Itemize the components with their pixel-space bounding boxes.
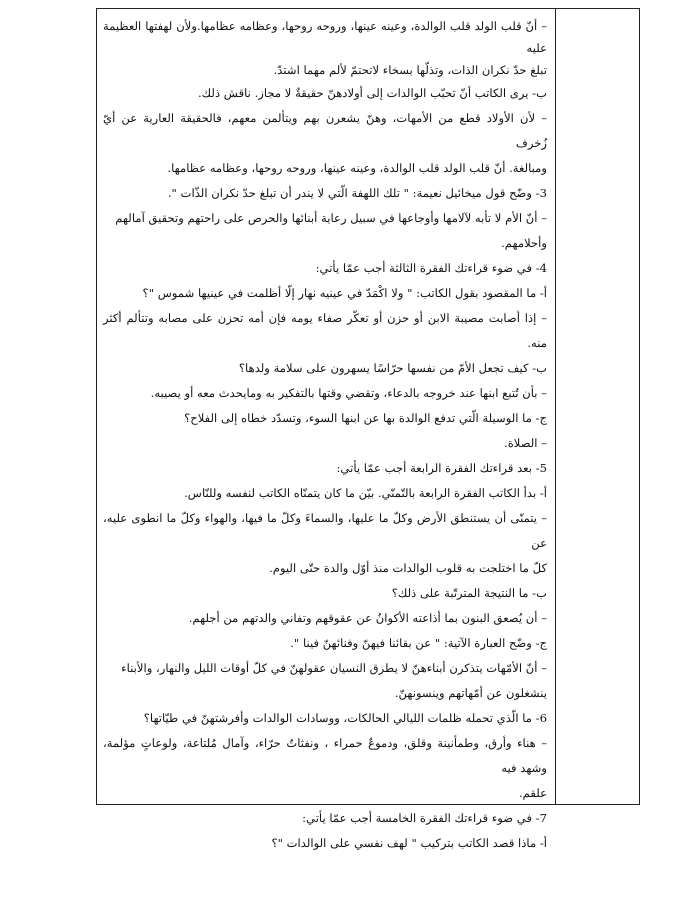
question-line: 3- وضّح قول ميخائيل نعيمة: " تلك اللهفة الّتي لا يندر أن تبلغ حدّ نكران الذّات ". (167, 186, 547, 200)
text-line: – يتمنّى أن يستنطق الأرض وكلّ ما عليها، والسماءَ وكلّ ما فيها، والهواء وكلّ ما انطوى عليه، عن (103, 511, 547, 550)
question-line: ج- وضّح العبارة الآتية: " عن بقائنا فيهنّ وفنائهنّ فينا ". (290, 636, 547, 650)
question-line: ب- يرى الكاتب أنّ تحبّب الوالدات إلى أولادهنّ حقيقةٌ لا مجاز. ناقش ذلك. (197, 86, 547, 100)
question-line: أ- ماذا قصد الكاتب بتركيب " لهف نفسي على الوالدات "؟ (271, 836, 547, 850)
question-line: أ- بدأ الكاتب الفقرة الرابعة بالتّمنّي. بيّن ما كان يتمنّاه الكاتب لنفسه وللنّاس. (184, 486, 547, 500)
question-line: ج- ما الوسيلة الّتي تدفع الوالدة بها عن ابنها السوء، وتسدّد خطاه إلى الفلاح؟ (184, 411, 547, 425)
text-line: – الصلاة. (504, 436, 547, 450)
question-line: ب- ما النتيجة المترتّبة على ذلك؟ (391, 586, 547, 600)
text-line: – لأن الأولاد قطع من الأمهات، وهنّ يشعرن بهم ويتألمن معهم، فالحقيقة العارية عن أيّ زُخرف (103, 111, 547, 150)
text-line: – هناء وأرق، وطمأنينة وقلق، ودموعٌ حمراء ، ونفثاتٌ حرّاء، وآمال مُلتاعة، ولوعاتٍ مؤلمة، وشهد فيه (103, 736, 547, 775)
answer-column (103, 15, 547, 856)
text-line: وأحلامهم. (501, 236, 547, 250)
text-line: تبلغ حدّ نكران الذات، وتذلّها بسخاء لاتحتمّ لألم مهما اشتدّ. (273, 63, 547, 77)
text-line: – إذا أصابت مصيبة الابن أو حزن أو تعكّر صفاء يومه فإن أمه تحزن على مصابه وتتألم أكثر منه. (103, 311, 547, 350)
question-line: 4- في ضوء قراءتك الفقرة الثالثة أجب عمّا يأتي: (315, 261, 547, 275)
question-line: ب- كيف تجعل الأمّ من نفسها حرّاسًا يسهرون على سلامة ولدها؟ (238, 361, 547, 375)
question-line: 5- بعد قراءتك الفقرة الرابعة أجب عمّا يأتي: (336, 461, 547, 475)
question-line: 6- ما الّذي تحمله ظلمات الليالي الحالكات، ووسادات الوالدات وأفرشتهنّ في طيّاتها؟ (143, 711, 547, 725)
content-table (96, 8, 640, 850)
text-line: ينشغلون عن أمّهاتهم وينسونهنّ. (394, 686, 547, 700)
text-line: – أنّ الأمّهات يتذكرن أبناءهنّ لا يطرق النسيان عقولهنّ في كلّ أوقات الليل والنهار، والأبناء (121, 661, 547, 675)
question-line: 7- في ضوء قراءتك الفقرة الخامسة أجب عمّا يأتي: (302, 811, 547, 825)
empty-side-column (556, 9, 639, 804)
text-line: – أنّ قلب الولد قلب الوالدة، وعينه عينها، وروحه روحها، وعظامه عظامها.ولأن لهفتها العظيمة عليه (103, 19, 547, 55)
text-line: كلّ ما اختلجت به قلوب الوالدات منذ أوّل والدة حتّى اليوم. (269, 561, 547, 575)
text-line: علقم. (518, 786, 547, 800)
text-line: ومبالغة. أنّ قلب الولد قلب الوالدة، وعينه عينها، وروحه روحها، وعظامه عظامها. (167, 161, 547, 175)
text-line: – بأن تُتبع ابنها عند خروجه بالدعاء، وتقضي وقتها بالتفكير به ومايحدث معه أو يصيبه. (150, 386, 547, 400)
text-line: – أن يُصعق البنون بما أذاعته الأكوانُ عن عقوقهم وتفاني والدتهم من أجلهم. (188, 611, 547, 625)
text-line: – أنّ الأم لا تأبه لآلامها وأوجاعها في سبيل رعاية أبنائها والحرص على راحتهم وتحقيق آمالهم (115, 211, 547, 225)
question-line: أ- ما المقصود بقول الكاتب: " ولا اكْمَدّ في عينيه نهار إلّا أظلمت في عينيها شموس "؟ (142, 286, 547, 300)
